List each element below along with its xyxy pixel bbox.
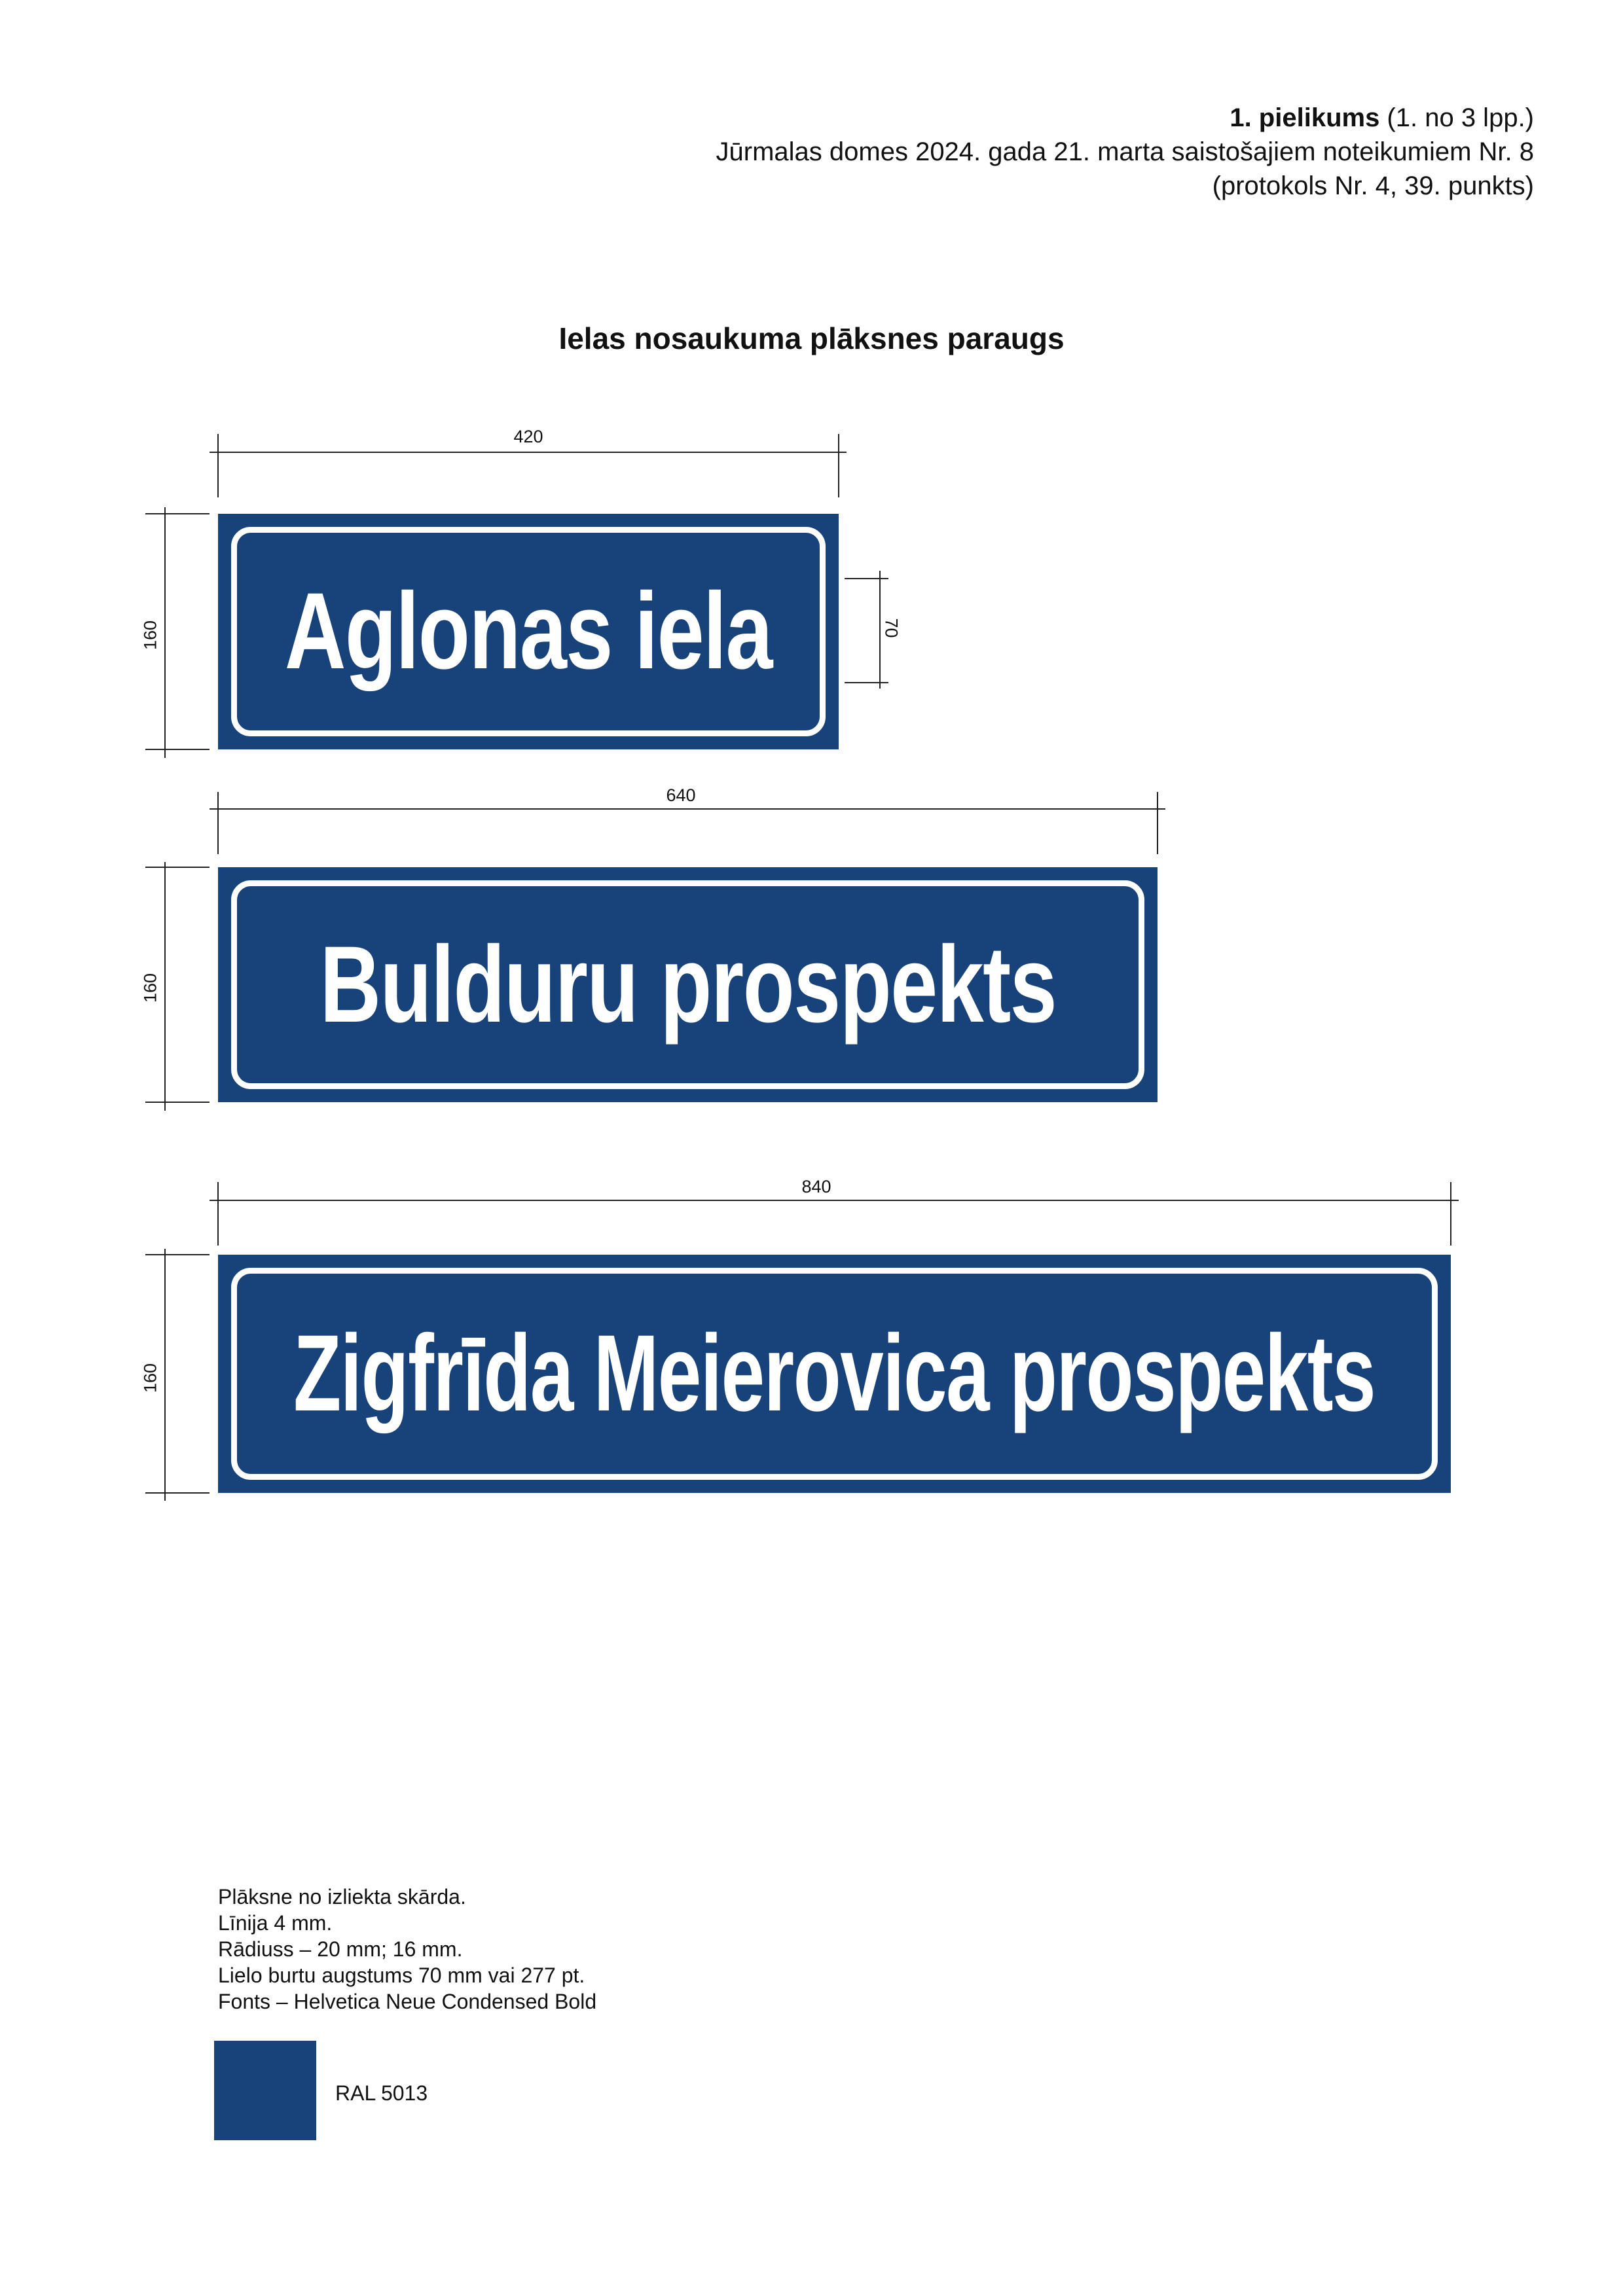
note-letter-height: Lielo burtu augstums 70 mm vai 277 pt. <box>218 1964 585 1987</box>
note-font: Fonts – Helvetica Neue Condensed Bold <box>218 1990 597 2013</box>
note-line: Līnija 4 mm. <box>218 1911 333 1935</box>
annex-pages: (1. no 3 lpp.) <box>1379 103 1534 132</box>
street-name: Zigfrīda Meierovica prospekts <box>293 1313 1376 1434</box>
sign-3-height-label: 160 <box>140 1363 160 1393</box>
protocol-line: (protokols Nr. 4, 39. punkts) <box>1212 171 1534 200</box>
sign-1-letter-height-label: 70 <box>881 618 902 638</box>
street-sign-meierovica <box>218 1255 1451 1493</box>
street-sign-aglonas <box>218 514 839 749</box>
sign-2-width-label: 640 <box>666 785 696 805</box>
sign-border <box>231 527 826 736</box>
sign-1-height-label: 160 <box>140 620 160 651</box>
street-name: Aglonas iela <box>285 571 772 692</box>
color-swatch <box>214 2041 316 2140</box>
specification-notes <box>218 1884 596 2015</box>
street-name: Bulduru prospekts <box>319 924 1056 1045</box>
note-radius: Rādiuss – 20 mm; 16 mm. <box>218 1937 463 1961</box>
sign-1-width-label: 420 <box>513 427 543 446</box>
regulation-line: Jūrmalas domes 2024. gada 21. marta saistošajiem noteikumiem Nr. 8 <box>716 137 1534 166</box>
sign-2-height-label: 160 <box>140 973 160 1003</box>
sign-3-width-label: 840 <box>801 1177 831 1196</box>
sign-border <box>231 880 1144 1089</box>
color-swatch-label: RAL 5013 <box>335 2081 428 2105</box>
annex-title: 1. pielikums <box>1230 103 1380 132</box>
note-material: Plāksne no izliekta skārda. <box>218 1885 466 1909</box>
street-sign-bulduru <box>218 867 1158 1102</box>
document-title: Ielas nosaukuma plāksnes paraugs <box>558 321 1065 355</box>
sign-border <box>231 1268 1438 1480</box>
